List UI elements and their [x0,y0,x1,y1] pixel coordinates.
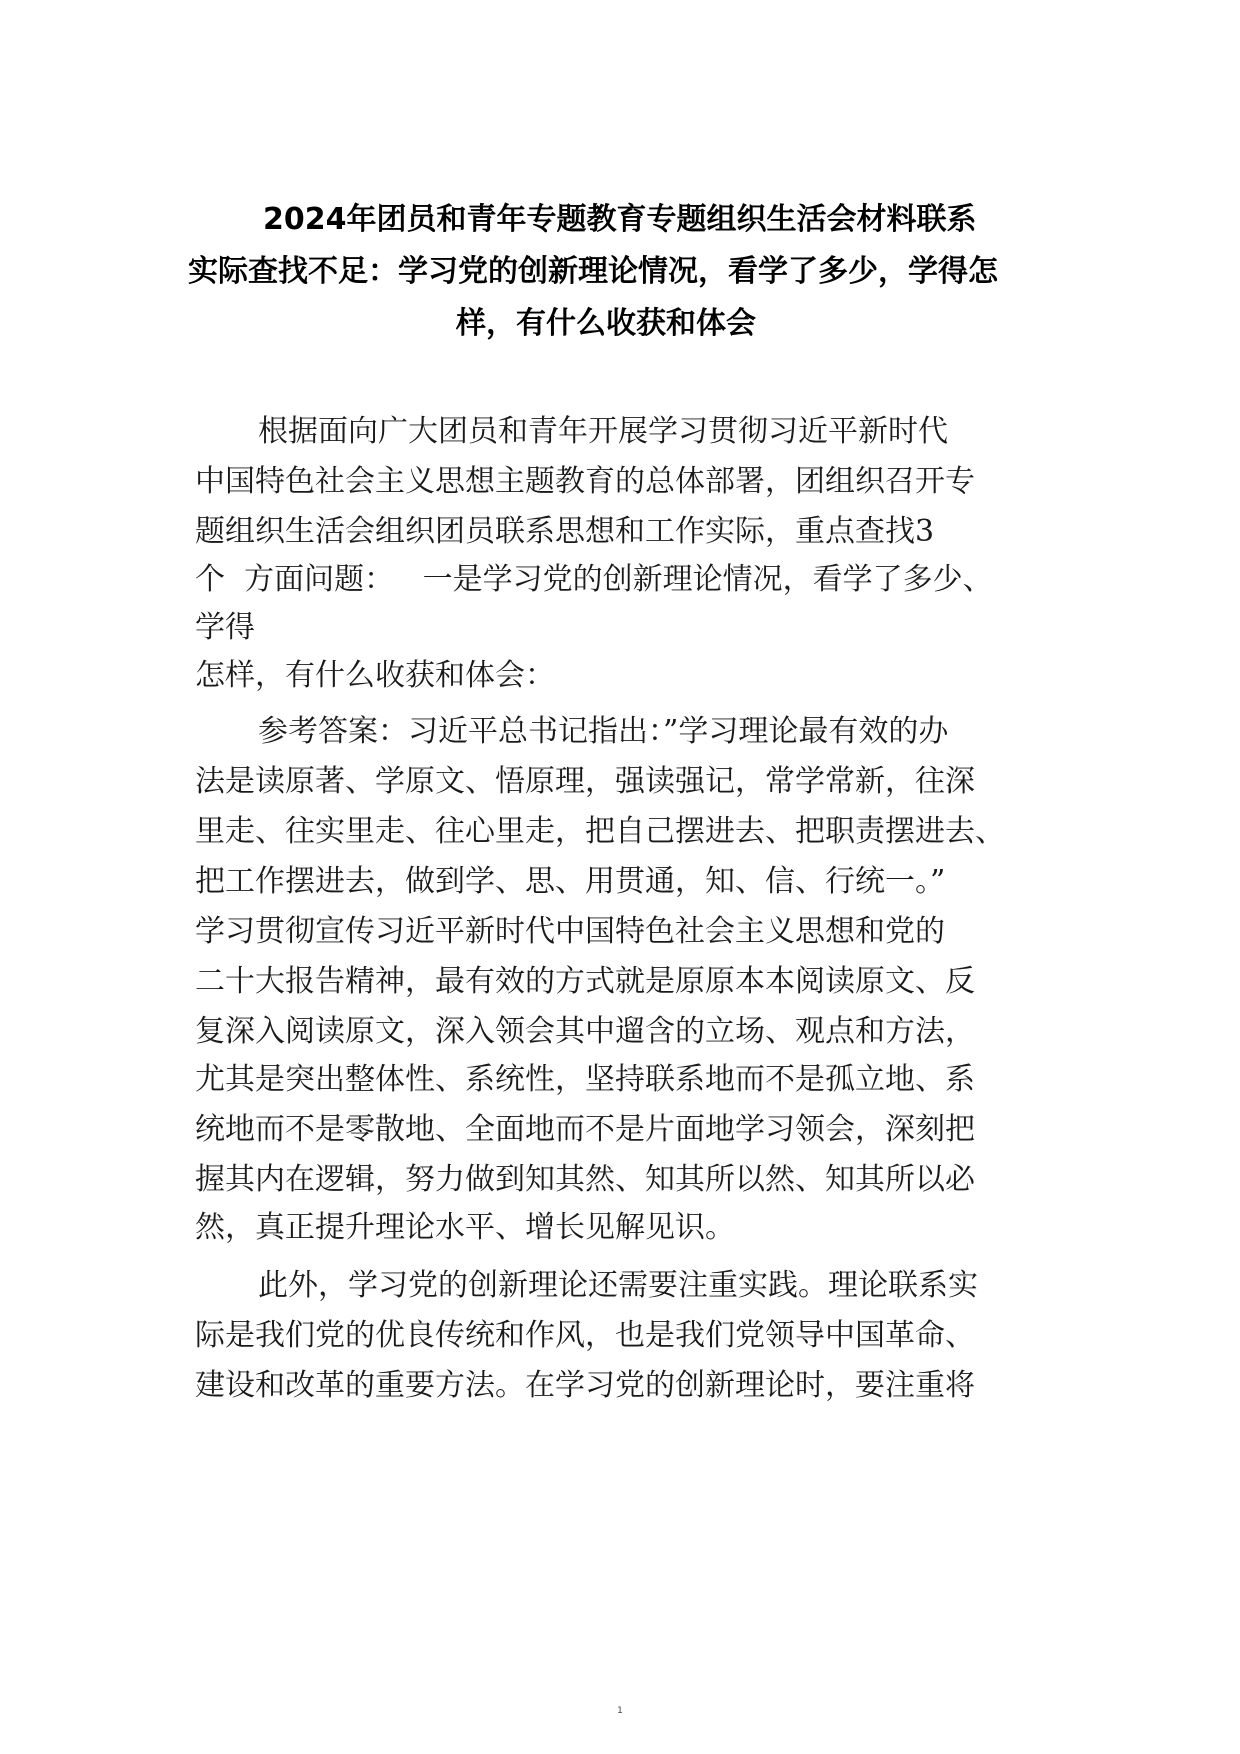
body-line: 然，真正提升理论水平、增长见解见识。 [195,1210,735,1245]
body-line: 参考答案：习近平总书记指出：”学习理论最有效的办 [258,714,949,749]
body-line: 中国特色社会主义思想主题教育的总体部署，团组织召开专 [195,464,975,499]
body-line: 学得 [195,610,255,645]
body-line: 里走、往实里走、往心里走，把自己摆进去、把职责摆进去、 [195,814,1005,849]
body-line: 建设和改革的重要方法。在学习党的创新理论时，要注重将 [195,1368,975,1403]
body-line: 怎样，有什么收获和体会： [195,658,555,693]
body-line: 际是我们党的优良传统和作风，也是我们党领导中国革命、 [195,1318,975,1353]
body-line: 尤其是突出整体性、系统性，坚持联系地而不是孤立地、系 [195,1062,975,1097]
body-line: 法是读原著、学原文、悟原理，强读强记，常学常新，往深 [195,764,975,799]
page-number: 1 [617,1706,623,1716]
body-line: 此外，学习党的创新理论还需要注重实践。理论联系实 [258,1268,978,1303]
body-line: 个 方面问题： 一是学习党的创新理论情况，看学了多少、 [195,562,993,597]
body-line: 题组织生活会组织团员联系思想和工作实际，重点查找3 [195,514,935,549]
body-line: 统地而不是零散地、全面地而不是片面地学习领会，深刻把 [195,1112,975,1147]
document-title-line-2: 实际查找不足：学习党的创新理论情况，看学了多少，学得怎 [188,254,998,289]
body-line: 根据面向广大团员和青年开展学习贯彻习近平新时代 [258,414,948,449]
body-line: 复深入阅读原文，深入领会其中遛含的立场、观点和方法， [195,1014,975,1049]
document-title-line-1: 2024年团员和青年专题教育专题组织生活会材料联系 [263,202,977,237]
document-title-line-3: 样，有什么收获和体会 [456,306,756,341]
body-line: 学习贯彻宣传习近平新时代中国特色社会主义思想和党的 [195,914,945,949]
body-line: 把工作摆进去，做到学、思、用贯通，知、信、行统一。” [195,864,946,899]
body-line: 握其内在逻辑，努力做到知其然、知其所以然、知其所以必 [195,1162,975,1197]
body-line: 二十大报告精神，最有效的方式就是原原本本阅读原文、反 [195,964,975,999]
